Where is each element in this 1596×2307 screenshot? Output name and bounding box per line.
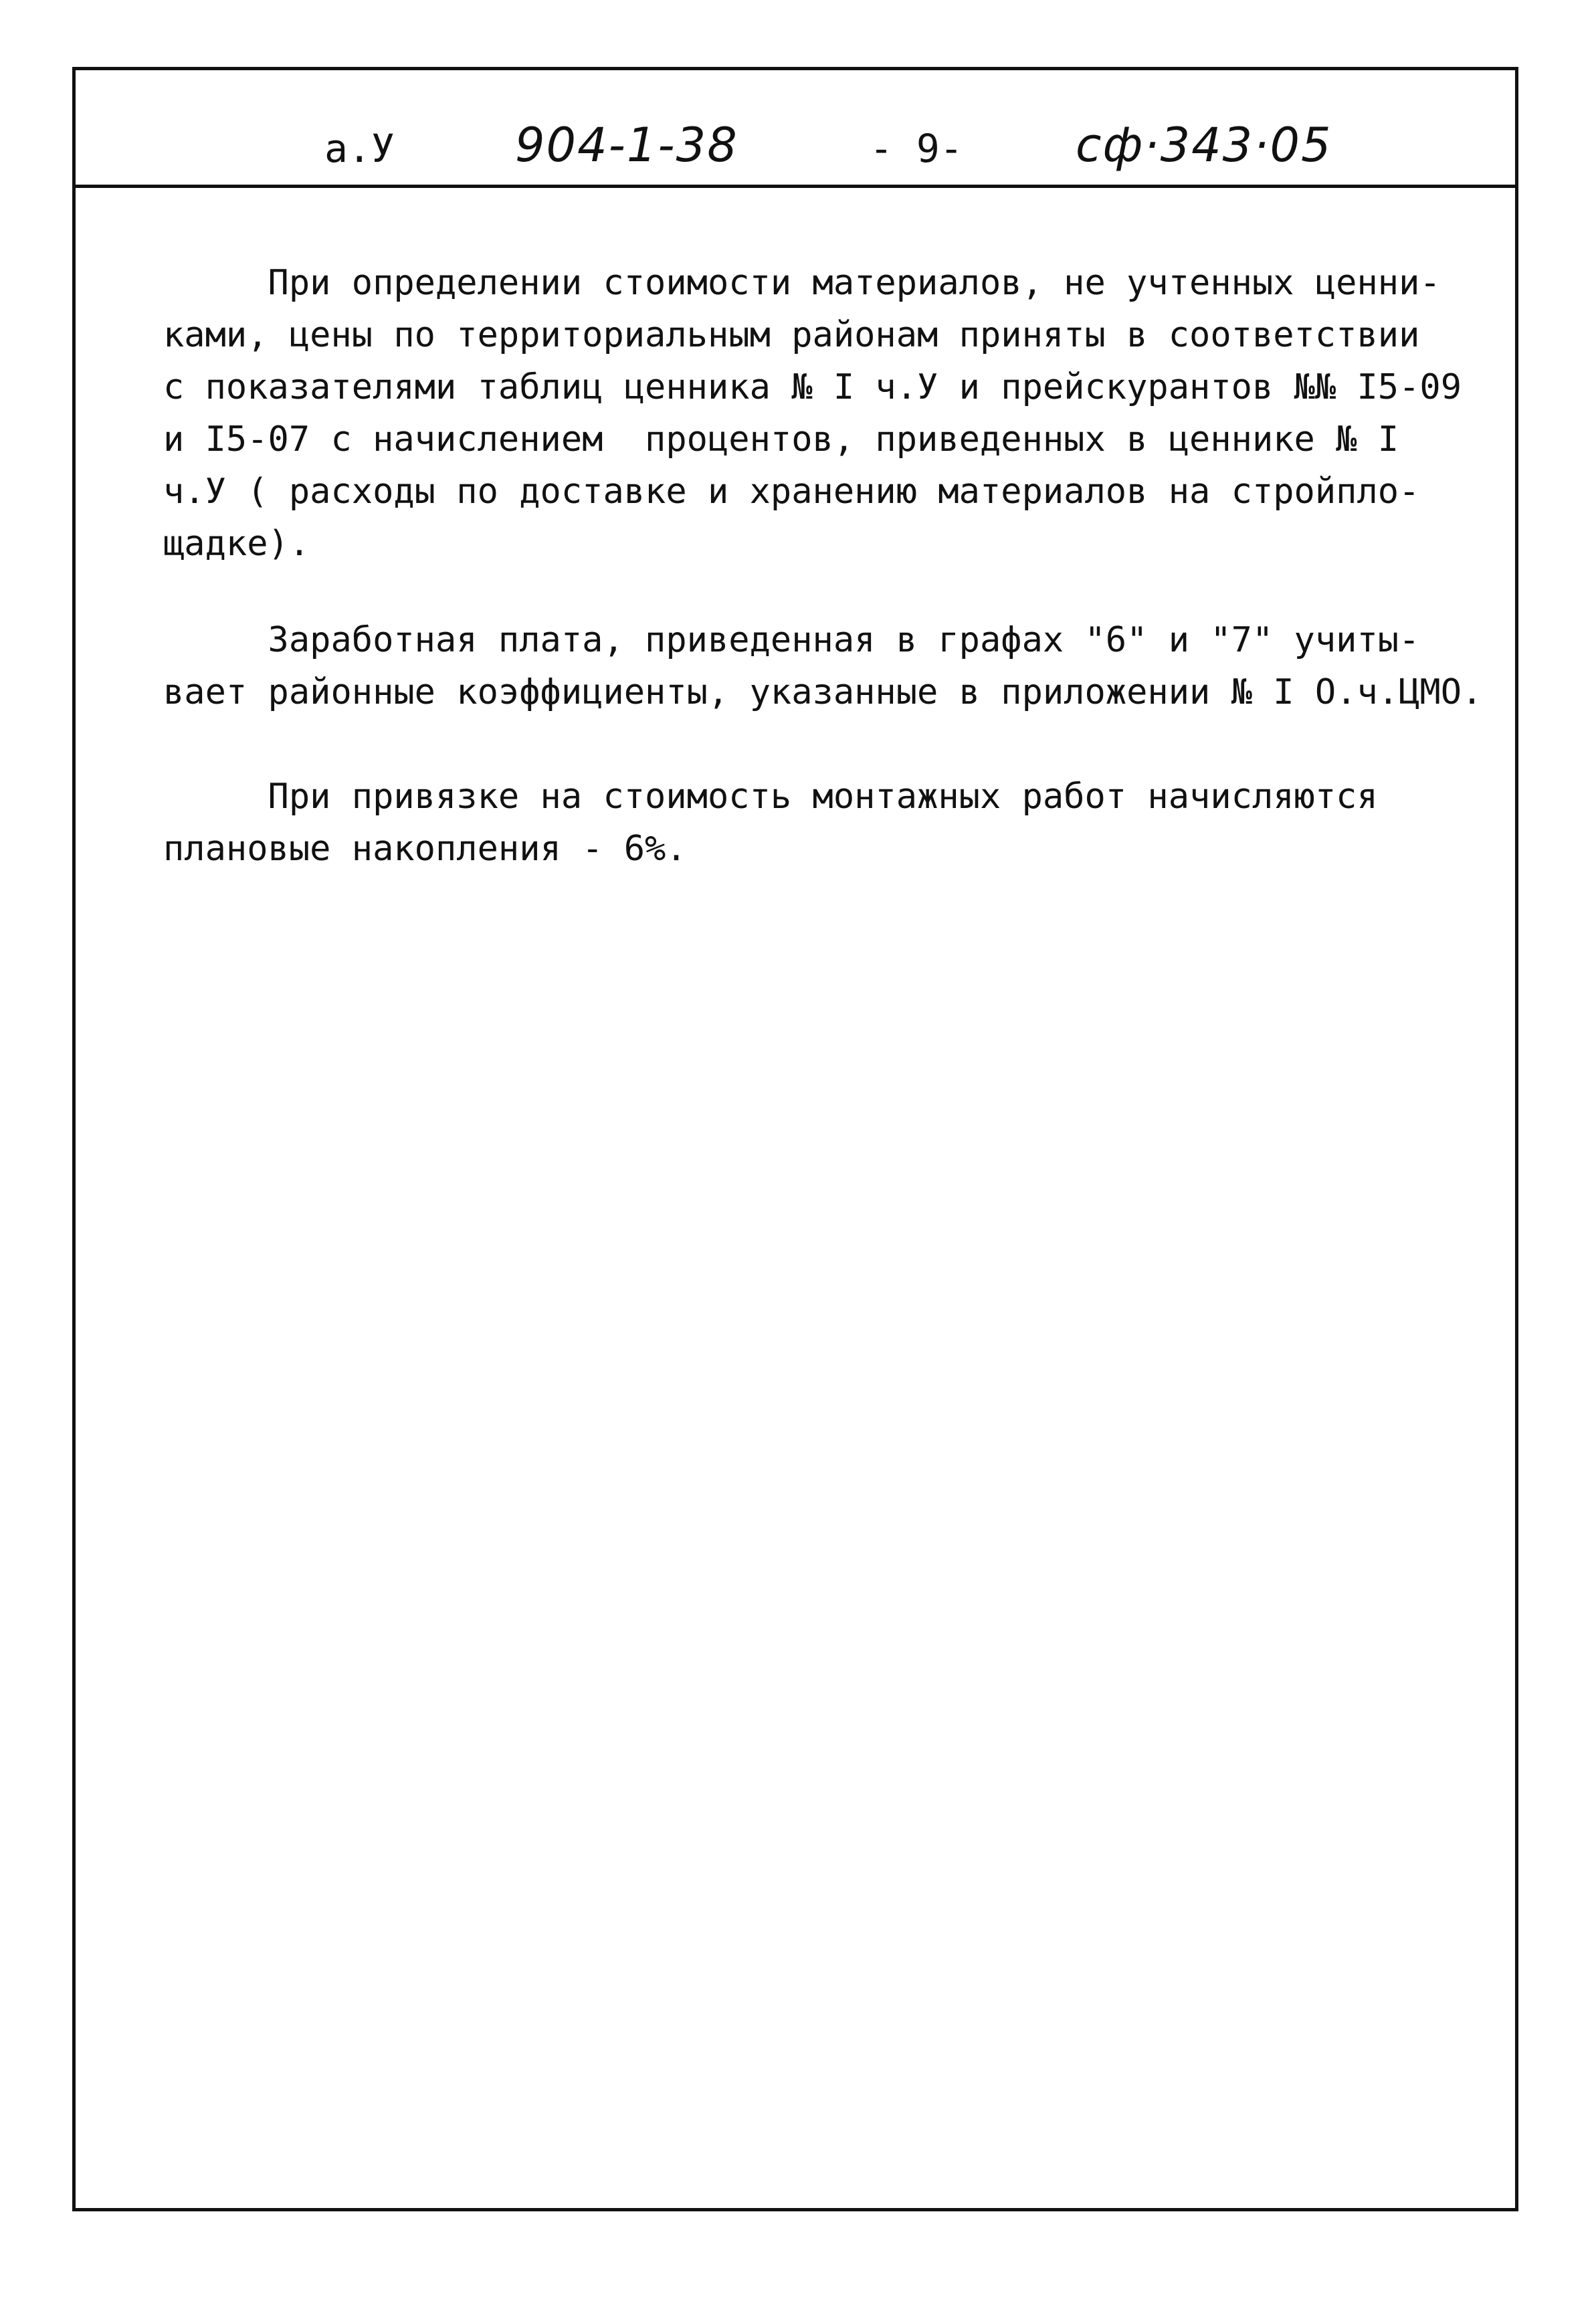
paragraph-materials-cost: [163, 257, 1494, 570]
text-line: При привязке на стоимость монтажных работ начисляются: [163, 777, 1378, 817]
text-line: ч.У ( расходы по доставке и хранению материалов на стройпло-: [163, 472, 1420, 512]
header-project-number: 904-1-38: [515, 118, 738, 173]
text-line: щадке).: [163, 524, 310, 564]
text-line: плановые накопления - 6%.: [163, 829, 687, 869]
header-series: а.У: [324, 126, 395, 171]
text-line: вает районные коэффициенты, указанные в приложении № I О.ч.ЦМО.: [163, 672, 1483, 712]
text-line: с показателями таблиц ценника № I ч.У и прейскурантов №№ I5-09: [163, 367, 1462, 407]
header-divider: [72, 185, 1518, 188]
paragraph-wages: [163, 614, 1494, 718]
text-line: Заработная плата, приведенная в графах "6" и "7" учиты-: [163, 620, 1420, 660]
paragraph-planned-savings: [163, 771, 1494, 875]
text-line: и I5-07 с начислением процентов, приведенных в ценнике № I: [163, 419, 1399, 460]
text-line: ками, цены по территориальным районам приняты в соответствии: [163, 315, 1420, 355]
header-page-number: - 9-: [870, 126, 963, 171]
header-document-code: сф·343·05: [1076, 118, 1332, 173]
text-line: При определении стоимости материалов, не учтенных ценни-: [163, 263, 1441, 303]
